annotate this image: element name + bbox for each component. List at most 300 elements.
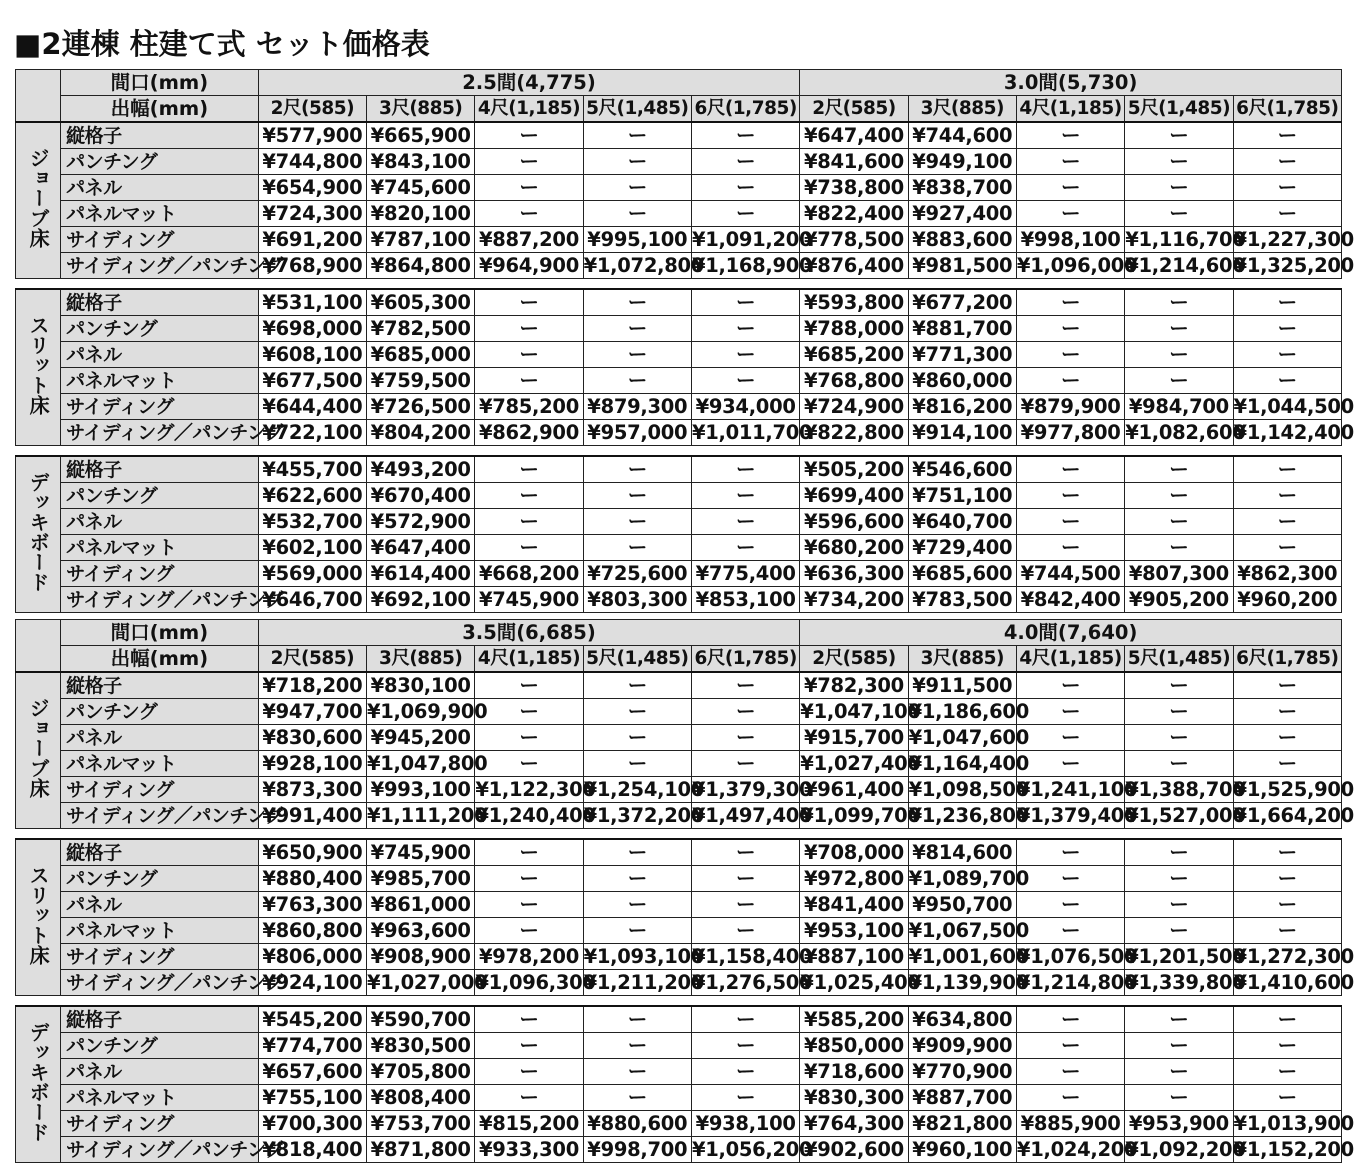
price-cell: ¥771,300: [908, 342, 1016, 368]
price-cell: ¥871,800: [367, 1137, 475, 1163]
row-label: パンチング: [61, 316, 259, 342]
price-cell: ¥1,525,900: [1233, 777, 1354, 801]
price-cell: ¥640,700: [908, 509, 1016, 535]
price-cell: ー: [1016, 672, 1124, 699]
price-cell: ¥1,089,700: [908, 866, 1029, 890]
price-cell: ー: [1016, 316, 1124, 342]
price-cell: ー: [475, 918, 583, 944]
row-label: サイディング: [61, 561, 259, 587]
corner-cell: [16, 96, 61, 123]
price-cell: ー: [1125, 149, 1233, 175]
price-cell: ー: [583, 699, 691, 725]
price-cell: ¥569,000: [258, 561, 366, 587]
price-cell: ¥1,044,500: [1233, 394, 1354, 418]
price-cell: ー: [475, 672, 583, 699]
price-cell: ¥768,800: [800, 368, 908, 394]
price-cell: ¥677,200: [908, 289, 1016, 316]
price-cell: ¥934,000: [691, 394, 799, 420]
price-cell: ¥887,700: [908, 1085, 1016, 1111]
floor-group-text: デッキボード: [26, 1021, 51, 1142]
depth-header: 4尺(1,185): [1016, 646, 1124, 673]
price-cell: ¥880,400: [258, 866, 366, 892]
price-cell: ¥972,800: [800, 866, 908, 892]
price-cell: ー: [691, 1059, 799, 1085]
price-cell: ー: [583, 368, 691, 394]
depth-header: 6尺(1,785): [691, 646, 799, 673]
price-cell: ー: [1233, 699, 1341, 725]
price-cell: ¥1,236,800: [908, 803, 1029, 827]
price-cell: ¥657,600: [258, 1059, 366, 1085]
price-cell: ¥670,400: [367, 483, 475, 509]
price-cell: ¥862,300: [1233, 561, 1341, 587]
price-cell: ー: [583, 751, 691, 777]
row-label: サイディング／パンチング: [61, 420, 259, 446]
price-cell: ¥842,400: [1016, 587, 1124, 613]
row-label: 縦格子: [61, 672, 259, 699]
row-label: 縦格子: [61, 289, 259, 316]
price-cell: ー: [691, 149, 799, 175]
table-row: [16, 1085, 1342, 1111]
table-row: [16, 1006, 1342, 1033]
price-cell: ¥572,900: [367, 509, 475, 535]
price-cell: ¥744,800: [258, 149, 366, 175]
row-label: サイディング: [61, 227, 259, 253]
price-cell: ¥1,211,200: [583, 970, 705, 994]
table-row: [16, 803, 1342, 829]
price-cell: ー: [691, 725, 799, 751]
price-cell: ー: [1125, 175, 1233, 201]
price-cell: ¥1,098,500: [908, 777, 1029, 801]
table-row: [16, 368, 1342, 394]
price-cell: ー: [583, 175, 691, 201]
price-cell: ー: [1016, 122, 1124, 149]
floor-group-label: [16, 839, 61, 996]
price-cell: ー: [691, 918, 799, 944]
price-cell: ー: [1125, 839, 1233, 866]
price-cell: ー: [475, 839, 583, 866]
price-cell: ¥947,700: [258, 699, 366, 725]
price-cell: ¥998,100: [1016, 227, 1124, 253]
price-cell: ¥593,800: [800, 289, 908, 316]
price-cell: ー: [475, 866, 583, 892]
span-header: 3.5間(6,685): [258, 620, 800, 646]
price-cell: ー: [583, 866, 691, 892]
price-cell: ¥1,142,400: [1233, 420, 1354, 444]
price-cell: ¥668,200: [475, 561, 583, 587]
price-cell: ¥861,000: [367, 892, 475, 918]
depth-header: 3尺(885): [367, 646, 475, 673]
price-cell: ー: [1233, 175, 1341, 201]
price-cell: ¥1,241,100: [1016, 777, 1138, 801]
row-label: パンチング: [61, 699, 259, 725]
price-cell: ¥605,300: [367, 289, 475, 316]
price-cell: ¥577,900: [258, 122, 366, 149]
price-cell: ー: [1016, 483, 1124, 509]
header-row-spans: [16, 620, 1342, 646]
price-cell: ¥927,400: [908, 201, 1016, 227]
width-label: 間口(mm): [61, 620, 259, 646]
table-row: [16, 944, 1342, 970]
price-cell: ¥665,900: [367, 122, 475, 149]
price-cell: ¥763,300: [258, 892, 366, 918]
price-cell: ¥708,000: [800, 839, 908, 866]
price-cell: ¥745,900: [475, 587, 583, 613]
table-row: [16, 587, 1342, 613]
price-cell: ー: [1233, 1085, 1341, 1111]
row-label: サイディング／パンチング: [61, 970, 259, 996]
depth-header: 5尺(1,485): [583, 96, 691, 123]
price-cell: ¥1,214,800: [1016, 970, 1138, 994]
price-cell: ¥788,000: [800, 316, 908, 342]
price-cell: ¥1,096,000: [1016, 253, 1138, 277]
price-cell: ¥531,100: [258, 289, 366, 316]
price-cell: ー: [583, 892, 691, 918]
price-cell: ¥945,200: [367, 725, 475, 751]
row-label: パネルマット: [61, 201, 259, 227]
price-cell: ¥830,100: [367, 672, 475, 699]
price-cell: ¥984,700: [1125, 394, 1233, 420]
price-cell: ー: [1233, 672, 1341, 699]
price-cell: ¥636,300: [800, 561, 908, 587]
price-cell: ¥1,254,100: [583, 777, 705, 801]
price-cell: ¥1,027,400: [800, 751, 921, 775]
price-cell: ¥880,600: [583, 1111, 691, 1137]
price-cell: ¥774,700: [258, 1033, 366, 1059]
price-cell: ー: [691, 483, 799, 509]
price-cell: ー: [691, 456, 799, 483]
price-cell: ー: [1125, 918, 1233, 944]
row-label: パネル: [61, 892, 259, 918]
price-cell: ¥995,100: [583, 227, 691, 253]
price-cell: ¥634,800: [908, 1006, 1016, 1033]
table-row: [16, 777, 1342, 803]
price-cell: ー: [583, 483, 691, 509]
span-header: 4.0間(7,640): [800, 620, 1342, 646]
price-cell: ー: [583, 535, 691, 561]
price-cell: ー: [1125, 483, 1233, 509]
price-cell: ¥654,900: [258, 175, 366, 201]
price-cell: ¥1,379,400: [1016, 803, 1138, 827]
table-row: [16, 535, 1342, 561]
price-cell: ¥818,400: [258, 1137, 366, 1163]
price-cell: ¥960,100: [908, 1137, 1016, 1163]
price-cell: ¥768,900: [258, 253, 366, 279]
price-cell: ¥808,400: [367, 1085, 475, 1111]
price-cell: ¥838,700: [908, 175, 1016, 201]
row-label: 縦格子: [61, 1006, 259, 1033]
price-cell: ¥734,200: [800, 587, 908, 613]
price-cell: ¥814,600: [908, 839, 1016, 866]
floor-group-text: ジョーブ床: [26, 697, 51, 798]
row-label: サイディング: [61, 1111, 259, 1137]
price-cell: ー: [1016, 1085, 1124, 1111]
price-cell: ー: [1125, 1059, 1233, 1085]
price-cell: ¥751,100: [908, 483, 1016, 509]
price-cell: ー: [475, 342, 583, 368]
price-cell: ¥1,072,800: [583, 253, 705, 277]
price-cell: ー: [1016, 839, 1124, 866]
table-row: [16, 175, 1342, 201]
price-cell: ー: [583, 1059, 691, 1085]
row-label: パンチング: [61, 866, 259, 892]
row-label: パネル: [61, 1059, 259, 1085]
price-cell: ¥787,100: [367, 227, 475, 253]
header-row-depths: [16, 96, 1342, 123]
price-cell: ー: [691, 175, 799, 201]
price-cell: ー: [583, 342, 691, 368]
row-label: パネル: [61, 509, 259, 535]
price-cell: ¥745,900: [367, 839, 475, 866]
price-cell: ー: [475, 201, 583, 227]
table-row: [16, 1059, 1342, 1085]
price-cell: ー: [1233, 1033, 1341, 1059]
price-cell: ¥744,500: [1016, 561, 1124, 587]
price-cell: ¥961,400: [800, 777, 908, 803]
price-cell: ¥650,900: [258, 839, 366, 866]
price-cell: ¥822,800: [800, 420, 908, 446]
depth-header: 2尺(585): [800, 96, 908, 123]
price-cell: ¥998,700: [583, 1137, 691, 1163]
table-row: [16, 839, 1342, 866]
price-cell: ¥909,900: [908, 1033, 1016, 1059]
price-cell: ¥585,200: [800, 1006, 908, 1033]
price-cell: ¥957,000: [583, 420, 691, 446]
price-cell: ¥991,400: [258, 803, 366, 829]
price-cell: ¥685,200: [800, 342, 908, 368]
table-row: [16, 253, 1342, 279]
floor-group-label: [16, 122, 61, 279]
price-cell: ¥843,100: [367, 149, 475, 175]
price-cell: ¥1,092,200: [1125, 1137, 1246, 1161]
row-label: サイディング／パンチング: [61, 587, 259, 613]
price-cell: ¥764,300: [800, 1111, 908, 1137]
price-cell: ー: [1125, 866, 1233, 892]
price-cell: ー: [1233, 839, 1341, 866]
price-cell: ー: [1125, 456, 1233, 483]
price-cell: ー: [691, 368, 799, 394]
row-label: サイディング／パンチング: [61, 1137, 259, 1163]
price-cell: ¥887,100: [800, 944, 908, 970]
table-row: [16, 227, 1342, 253]
price-cell: ー: [583, 509, 691, 535]
price-cell: ¥692,100: [367, 587, 475, 613]
price-cell: ¥1,024,200: [1016, 1137, 1138, 1161]
price-cell: ー: [1016, 918, 1124, 944]
table-row: [16, 483, 1342, 509]
price-cell: ¥860,000: [908, 368, 1016, 394]
price-cell: ¥722,100: [258, 420, 366, 446]
price-cell: ¥1,099,700: [800, 803, 921, 827]
table-row: [16, 509, 1342, 535]
corner-cell: [16, 620, 61, 646]
price-cell: ー: [475, 149, 583, 175]
price-cell: ー: [691, 1085, 799, 1111]
price-cell: ー: [475, 175, 583, 201]
price-cell: ¥816,200: [908, 394, 1016, 420]
table-row: [16, 456, 1342, 483]
depth-header: 3尺(885): [367, 96, 475, 123]
table-row: [16, 201, 1342, 227]
price-cell: ¥1,240,400: [475, 803, 596, 827]
price-cell: ー: [691, 535, 799, 561]
price-cell: ー: [1233, 1059, 1341, 1085]
price-cell: ¥647,400: [367, 535, 475, 561]
row-label: パンチング: [61, 149, 259, 175]
price-cell: ー: [1016, 892, 1124, 918]
span-header: 2.5間(4,775): [258, 70, 800, 96]
price-cell: ¥783,500: [908, 587, 1016, 613]
price-cell: ー: [475, 1006, 583, 1033]
price-cell: ¥755,100: [258, 1085, 366, 1111]
price-cell: ¥1,410,600: [1233, 970, 1354, 994]
price-cell: ¥1,011,700: [691, 420, 813, 444]
price-cell: ¥532,700: [258, 509, 366, 535]
price-cell: ¥546,600: [908, 456, 1016, 483]
price-cell: ー: [1016, 1033, 1124, 1059]
price-cell: ¥1,379,300: [691, 777, 813, 801]
row-label: パネルマット: [61, 751, 259, 777]
price-cell: ¥977,800: [1016, 420, 1124, 446]
gap-cell: [16, 829, 1342, 840]
price-cell: ¥724,900: [800, 394, 908, 420]
row-label: パネルマット: [61, 918, 259, 944]
price-cell: ー: [1016, 149, 1124, 175]
corner-cell: [16, 646, 61, 673]
table-row: [16, 751, 1342, 777]
header-row-spans: [16, 70, 1342, 96]
price-cell: ¥993,100: [367, 777, 475, 803]
row-label: パンチング: [61, 1033, 259, 1059]
price-cell: ¥602,100: [258, 535, 366, 561]
price-cell: ー: [475, 699, 583, 725]
price-cell: ー: [475, 122, 583, 149]
price-cell: ー: [1016, 342, 1124, 368]
price-cell: ¥1,091,200: [691, 227, 813, 251]
group-gap: [16, 446, 1342, 457]
price-cell: ¥963,600: [367, 918, 475, 944]
price-cell: ¥830,600: [258, 725, 366, 751]
price-cell: ¥699,400: [800, 483, 908, 509]
row-label: パネルマット: [61, 1085, 259, 1111]
price-cell: ¥724,300: [258, 201, 366, 227]
table-row: [16, 866, 1342, 892]
price-cell: ¥1,272,300: [1233, 944, 1354, 968]
price-cell: ¥1,164,400: [908, 751, 1029, 775]
price-cell: ¥493,200: [367, 456, 475, 483]
price-cell: ¥860,800: [258, 918, 366, 944]
price-cell: ー: [1125, 201, 1233, 227]
price-cell: ¥1,047,100: [800, 699, 921, 723]
price-cell: ¥729,400: [908, 535, 1016, 561]
price-cell: ー: [475, 316, 583, 342]
price-cell: ー: [1125, 316, 1233, 342]
price-cell: ¥1,069,900: [367, 699, 488, 723]
table-row: [16, 561, 1342, 587]
price-cell: ¥1,227,300: [1233, 227, 1354, 251]
page-title: ■2連棟 柱建て式 セット価格表: [14, 27, 430, 61]
table-row: [16, 289, 1342, 316]
depth-label: 出幅(mm): [61, 646, 259, 673]
table-row: [16, 420, 1342, 446]
price-cell: ー: [475, 892, 583, 918]
table-row: [16, 342, 1342, 368]
price-cell: ー: [1125, 699, 1233, 725]
row-label: パネル: [61, 725, 259, 751]
floor-group-text: スリット床: [26, 864, 51, 965]
price-cell: ¥830,300: [800, 1085, 908, 1111]
price-cell: ¥782,500: [367, 316, 475, 342]
table-row: [16, 725, 1342, 751]
price-cell: ¥622,600: [258, 483, 366, 509]
price-cell: ¥1,388,700: [1125, 777, 1246, 801]
price-cell: ¥830,500: [367, 1033, 475, 1059]
row-label: 縦格子: [61, 456, 259, 483]
price-cell: ¥1,201,500: [1125, 944, 1246, 968]
price-cell: ¥1,158,400: [691, 944, 813, 968]
price-cell: ¥1,082,600: [1125, 420, 1246, 444]
header-row-depths: [16, 646, 1342, 673]
price-cell: ¥505,200: [800, 456, 908, 483]
price-cell: ー: [475, 368, 583, 394]
price-cell: ¥1,001,600: [908, 944, 1029, 968]
row-label: パネルマット: [61, 368, 259, 394]
price-cell: ー: [691, 672, 799, 699]
price-cell: ー: [1016, 456, 1124, 483]
price-cell: ¥853,100: [691, 587, 799, 613]
price-cell: ー: [1016, 1006, 1124, 1033]
price-cell: ー: [1016, 535, 1124, 561]
price-cell: ー: [1233, 122, 1341, 149]
price-cell: ¥1,372,200: [583, 803, 705, 827]
price-cell: ー: [1016, 699, 1124, 725]
price-cell: ー: [1125, 342, 1233, 368]
price-cell: ¥1,168,900: [691, 253, 813, 277]
table-row: [16, 316, 1342, 342]
price-cell: ー: [583, 1085, 691, 1111]
price-cell: ¥744,600: [908, 122, 1016, 149]
depth-header: 4尺(1,185): [475, 96, 583, 123]
depth-header: 3尺(885): [908, 646, 1016, 673]
row-label: パネル: [61, 175, 259, 201]
price-cell: ー: [475, 509, 583, 535]
price-cell: ¥985,700: [367, 866, 475, 892]
price-cell: ー: [583, 672, 691, 699]
price-cell: ¥820,100: [367, 201, 475, 227]
price-cell: ¥590,700: [367, 1006, 475, 1033]
price-cell: ー: [691, 509, 799, 535]
price-cell: ¥680,200: [800, 535, 908, 561]
depth-header: 6尺(1,785): [691, 96, 799, 123]
floor-group-label: [16, 1006, 61, 1163]
depth-header: 5尺(1,485): [1125, 96, 1233, 123]
price-cell: ー: [1016, 175, 1124, 201]
price-cell: ¥915,700: [800, 725, 908, 751]
price-cell: ー: [1125, 1033, 1233, 1059]
price-cell: ¥782,300: [800, 672, 908, 699]
price-cell: ¥803,300: [583, 587, 691, 613]
price-cell: ー: [691, 892, 799, 918]
depth-header: 2尺(585): [258, 96, 366, 123]
gap-cell: [16, 446, 1342, 457]
price-cell: ¥950,700: [908, 892, 1016, 918]
price-cell: ー: [691, 342, 799, 368]
price-cell: ¥1,025,400: [800, 970, 921, 994]
price-cell: ¥1,056,200: [691, 1137, 813, 1161]
table-row: [16, 918, 1342, 944]
price-cell: ¥885,900: [1016, 1111, 1124, 1137]
price-cell: ¥1,325,200: [1233, 253, 1354, 277]
floor-group-label: [16, 289, 61, 446]
